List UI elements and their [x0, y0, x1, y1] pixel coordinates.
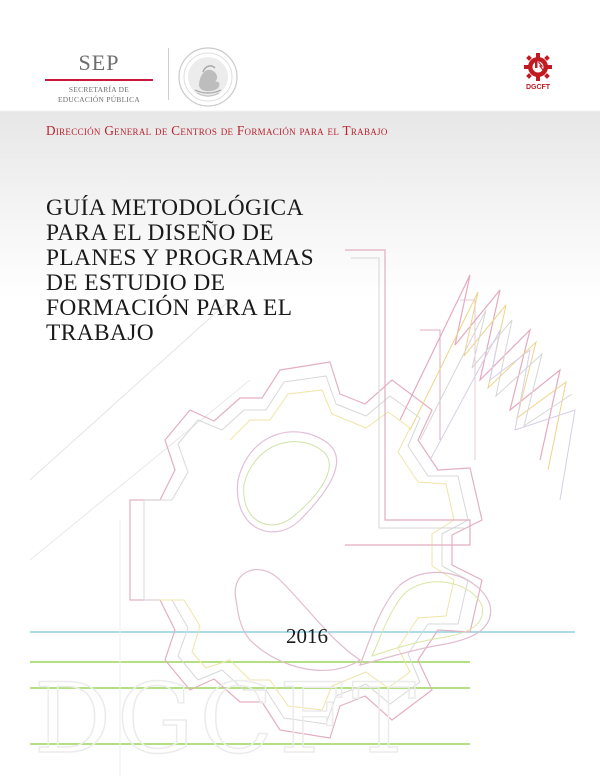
title-line: PLANES Y PROGRAMAS [46, 245, 315, 271]
sep-logo [45, 52, 153, 105]
sep-subtitle-line2: EDUCACIÓN PÚBLICA [57, 95, 141, 104]
watermark-text: DGCFT [34, 663, 422, 775]
directorate-heading: Dirección General de Centros de Formación para el Trabajo [46, 123, 388, 138]
publication-year: 2016 [286, 624, 328, 648]
mexican-seal-icon [177, 46, 239, 108]
lightning-outline [400, 275, 575, 500]
dgcft-gear-icon [523, 52, 553, 82]
dgcft-logo [520, 52, 556, 92]
title-line: TRABAJO [46, 320, 155, 346]
sep-rule [45, 79, 153, 81]
document-title [46, 196, 376, 346]
title-line: FORMACIÓN PARA EL [46, 295, 293, 321]
title-line: PARA EL DISEÑO DE [46, 220, 274, 246]
header-divider [168, 48, 169, 100]
dgcft-label: DGCFT [525, 84, 551, 91]
sep-wordmark: SEP [78, 50, 120, 75]
title-line: DE ESTUDIO DE [46, 270, 226, 296]
title-line: GUÍA METODOLÓGICA [46, 195, 304, 221]
sep-subtitle-line1: SECRETARÍA DE [68, 85, 130, 94]
